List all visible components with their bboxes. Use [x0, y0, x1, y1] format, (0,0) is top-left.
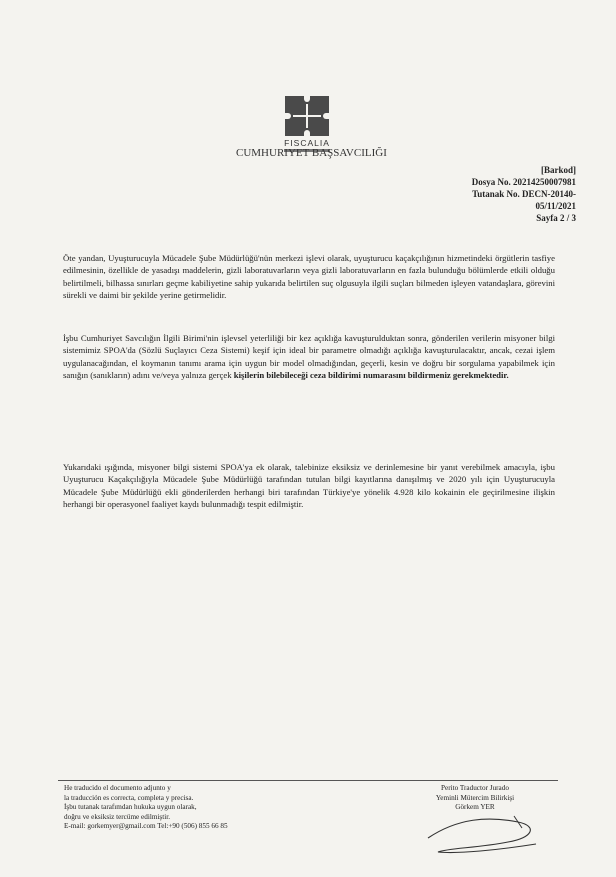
- paragraph-3: Yukarıdaki ışığında, misyoner bilgi sistemi SPOA'ya ek olarak, talebinize eksiksiz ve derinlemesine bir yanıt verebilmek amacıyla, işbu Uyuşturucu Kaçakçılığıyla Mücadele Şube Müdürlüğü tarafından tutulan bilgi kayıtlarına danışılmış ve 2020 yılı için Uyuşturucuyla Mücadele Şube Müdürlüğü ekli gönderilerden herhangi biri tarafından Türkiye'ye yönelik 4.928 kilo kokainin ele geçirilmesine ilişkin herhangi bir operasyonel faaliyet kaydı bulunmadığı tespit edilmiştir.: [63, 461, 555, 509]
- paragraph-2-text: İşbu Cumhuriyet Savcılığın İlgili Birimi'nin işlevsel yeterliliği bir kez açıklığa kavuşturulduktan sonra, gönderilen verilerin misyoner bilgi sistemimiz SPOA'da (Sözlü Suçlayıcı Ceza Sistemi) keşif için ideal bir parametre olmadığı açıklığa kavuşturulacaktır, ancak, cezai işlem uygulanacağından, el koymanın tanımı arama için uygun bir model olmadığından, geçerli, kesin ve doğru bir sorgulama yapabilmek için sanığın (sanıkların) adını ve/veya yalnıza gerçek: [63, 332, 555, 380]
- puzzle-logo-icon: [285, 96, 329, 136]
- office-title: CUMHURIYET BAŞSAVCILIĞI: [236, 147, 387, 159]
- paragraph-1: Öte yandan, Uyuşturucuyla Mücadele Şube Müdürlüğü'nün merkezi işlevi olarak, uyuşturucu kaçakçılığının hizmetindeki örgütlerin tasfiye edilmesinin, özellikle de yasadışı maddelerin, gizli laboratuvarların veya gizli laboratuvarların en fazla bulunduğu bölümlerde etkili olduğu belirtilmeli, bilhassa sınırları geçme kabiliyetine sahip yukarıda belirtilen suç olgusuyla ilgili suçları bilmeden işleyen vatandaşlara, görevini sürekli ve daimi bir şekilde yerine getirmelidir.: [63, 252, 555, 300]
- paragraph-2: [63, 332, 555, 382]
- footer-left-line: la traducción es correcta, completa y precisa.: [64, 793, 194, 802]
- footer-contact-line: E-mail: gorkemyer@gmail.com Tel:+90 (506) 855 66 85: [64, 822, 228, 831]
- footer-left-line: doğru ve eksiksiz tercüme edilmiştir.: [64, 812, 170, 821]
- footer-left-line: İşbu tutanak tarafımdan hukuka uygun olarak,: [64, 803, 197, 812]
- fiscalia-logo: [280, 96, 334, 152]
- footer-divider: [58, 780, 558, 781]
- file-number: Dosya No. 20214250007981: [471, 177, 576, 187]
- logo-text: FISCALIA: [284, 138, 330, 148]
- translator-title-es: Perito Traductor Jurado: [441, 784, 509, 792]
- translator-name: Görkem YER: [455, 803, 495, 812]
- footer-left-line: He traducido el documento adjunto y: [64, 784, 171, 792]
- page-number: Sayfa 2 / 3: [536, 213, 576, 223]
- translator-title-tr: Yeminli Mütercim Bilirkişi: [435, 793, 515, 802]
- paragraph-2-bold: kişilerin bilebileceği ceza bildirimi numarasını bildirmeniz gerekmektedir.: [233, 369, 509, 380]
- record-number: Tutanak No. DECN-20140-: [472, 189, 576, 199]
- record-date: 05/11/2021: [535, 201, 576, 211]
- barcode-label: [Barkod]: [540, 165, 576, 175]
- translator-statement: [64, 784, 228, 832]
- handwritten-signature: [418, 808, 548, 858]
- document-metadata: [472, 164, 576, 224]
